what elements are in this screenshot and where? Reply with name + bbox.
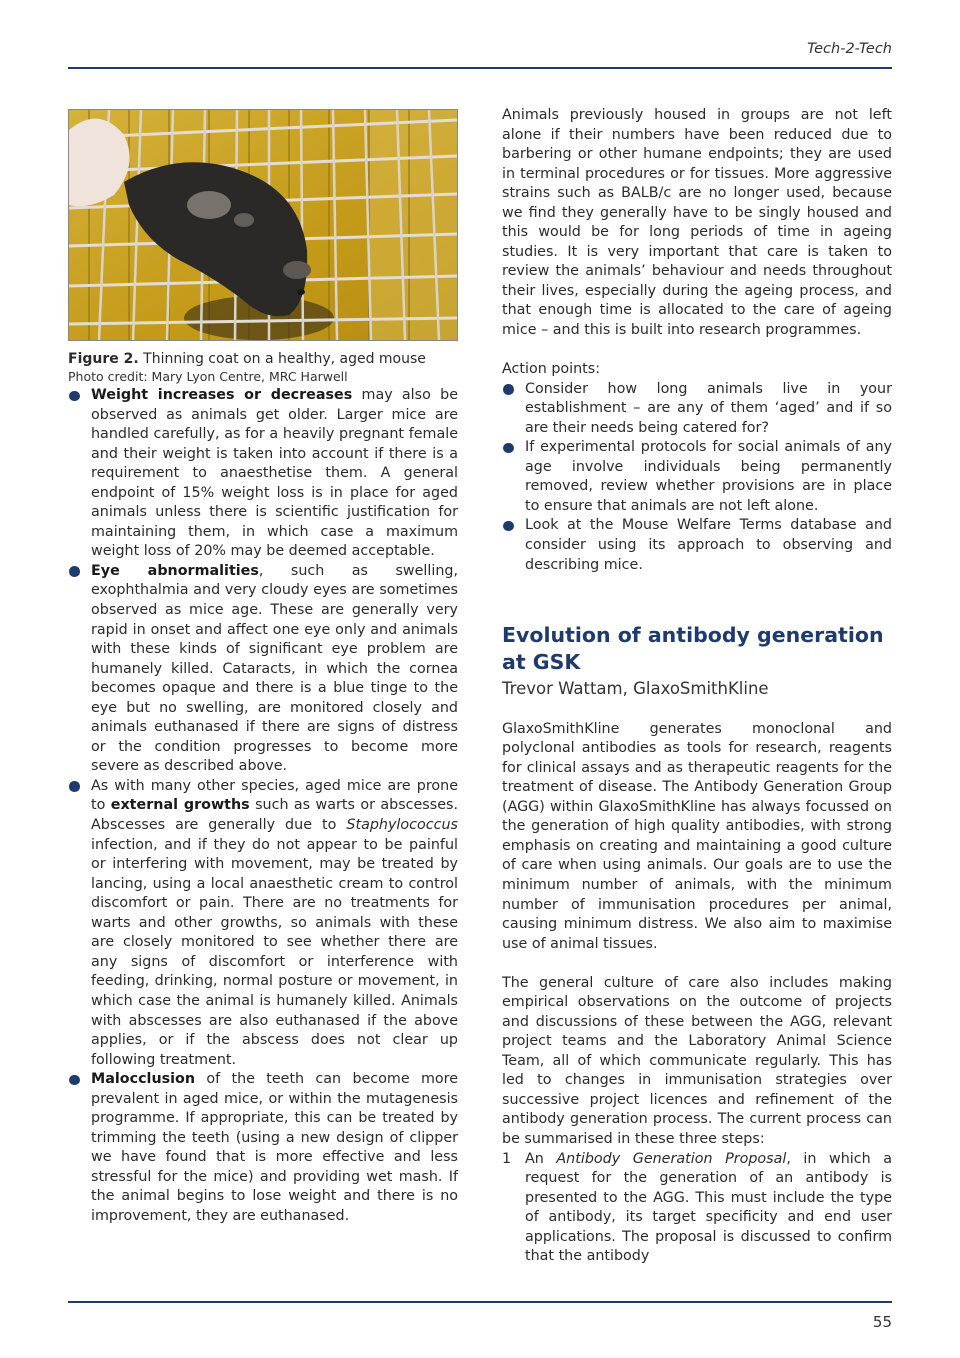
list-item bbox=[68, 386, 458, 562]
bullet-italic: Staphylococcus bbox=[346, 817, 458, 834]
bullet-lead: external growths bbox=[110, 797, 250, 814]
body-paragraph: The general culture of care also includes making empirical observations on the outcome of projects and discussions of these between the AGG, relevant project teams and the Laboratory Animal Science Team, all of which communicate regularly. This has led to changes in immunisation strategies over successive project licences and refinement of the antibody generation process. The current process can be summarised in these three steps: bbox=[502, 974, 892, 1148]
bullet-pre: As with many other species, aged mice are prone to bbox=[91, 777, 458, 814]
step-text: , in which a request for the generation of an antibody is presented to the AGG. This must include the type of antibody, its target specificity and end user applications. The proposal is discussed to confirm that the antibody bbox=[525, 1150, 893, 1265]
step-pre: An bbox=[525, 1150, 557, 1167]
action-points-label: Action points: bbox=[502, 361, 601, 378]
running-header: Tech-2-Tech bbox=[807, 41, 892, 57]
right-column bbox=[502, 106, 892, 1267]
list-item bbox=[68, 1070, 458, 1226]
bullet-text: , such as swelling, exophthalmia and very cloudy eyes are sometimes observed as mice age. These are generally very rapid in onset and affect one eye only and animals with these kinds of significant eye problem are humanely killed. Cataracts, in which the cornea becomes opaque and there is a blue tinge to the eye but no swelling, are monitored closely and animals euthanased if there are signs of distress or the condition progresses to become more severe as described above. bbox=[91, 562, 459, 775]
body-paragraph: GlaxoSmithKline generates monoclonal and polyclonal antibodies as tools for research, reagents for clinical assays and as therapeutic reagents for the treatment of disease. The Antibody Generation Group (AGG) within GlaxoSmithKline has always focussed on the generation of high quality antibodies, with strong emphasis on creating and maintaining a good culture of care when using animals. Our goals are to use the minimum number of animals, with the minimum number of immunisation procedures per animal, causing minimum distress. We also aim to maximise use of animal tissues. bbox=[502, 720, 892, 952]
list-item bbox=[68, 562, 458, 777]
bullet-lead: Weight increases or decreases bbox=[91, 387, 353, 403]
bullet-text: infection, and if they do not appear to be painful or interfering with movement, may be treated by lancing, using a local anaesthetic cream to control discomfort or pain. There are no treatments for warts and other growths, so animals with these are closely monitored to see whether there are any signs of discomfort or interference with feeding, drinking, normal posture or movement, in which case the animal is humanely killed. Animals with abscesses are also euthanased if the above applies, or if the abscess does not clear up following treatment. bbox=[91, 836, 458, 1068]
intro-paragraph: Animals previously housed in groups are not left alone if their numbers have been reduced due to barbering or other humane endpoints; they are used in terminal procedures or for tissues. More aggressive strains such as BALB/c are no longer used, because we find they generally have to be singly housed and this would be for long periods of time in ageing studies. It is very important that care is taken to review the animals’ behaviour and needs throughout their lives, especially during the ageing process, and that enough time is allocated to the care of ageing mice – and this is built into research programmes. bbox=[502, 107, 892, 339]
header-rule bbox=[68, 67, 892, 69]
bullet-lead: Eye abnormalities bbox=[91, 562, 259, 579]
figure-photo bbox=[68, 109, 458, 341]
figure-caption-text: Thinning coat on a healthy, aged mouse bbox=[143, 351, 426, 367]
step-italic: Antibody Generation Proposal bbox=[556, 1150, 787, 1167]
action-points-list bbox=[502, 380, 892, 575]
list-item: Look at the Mouse Welfare Terms database and consider using its approach to observing and describing mice. bbox=[502, 516, 892, 575]
bullet-text: of the teeth can become more prevalent in aged mice, or within the mutagenesis programme. If appropriate, this can be treated by trimming the teeth (using a new design of clipper we have found that is more effective and less stressful for the mice) and providing wet mash. If the animal begins to lose weight and there is no improvement, they are euthanased. bbox=[91, 1071, 458, 1224]
section-title: Evolution of antibody generation at GSK bbox=[502, 623, 884, 675]
photo-credit: Photo credit: Mary Lyon Centre, MRC Harwell bbox=[68, 369, 348, 384]
process-steps-list bbox=[502, 1150, 892, 1267]
list-item: If experimental protocols for social animals of any age involve individuals being permanently removed, review whether provisions are in place to ensure that animals are not left alone. bbox=[502, 438, 892, 516]
list-item bbox=[68, 777, 458, 1070]
author-byline: Trevor Wattam, GlaxoSmithKline bbox=[502, 679, 769, 699]
bullet-mid: such as warts or abscesses. Abscesses are generally due to bbox=[91, 797, 458, 834]
figure-label: Figure 2. bbox=[68, 351, 139, 367]
health-issues-list bbox=[68, 386, 458, 1227]
step-number: 1 bbox=[502, 1150, 512, 1167]
aged-mouse-photo-image bbox=[69, 110, 457, 340]
footer-rule bbox=[68, 1301, 892, 1303]
page-number: 55 bbox=[872, 1313, 892, 1331]
bullet-lead: Malocclusion bbox=[91, 1071, 196, 1088]
list-item bbox=[502, 1150, 892, 1267]
left-column bbox=[68, 109, 458, 1227]
bullet-text: may also be observed as animals get older. Larger mice are handled carefully, as for a heavily pregnant female and their weight is taken into account if there is a requirement to anaesthetise them. A general endpoint of 15% weight loss is in place for aged animals unless there is scientific justification for maintaining them, in which case a maximum weight loss of 20% may be deemed acceptable. bbox=[91, 387, 458, 560]
list-item: Consider how long animals live in your establishment – are any of them ‘aged’ and if so are their needs being catered for? bbox=[502, 380, 892, 439]
figure-caption bbox=[68, 350, 458, 368]
